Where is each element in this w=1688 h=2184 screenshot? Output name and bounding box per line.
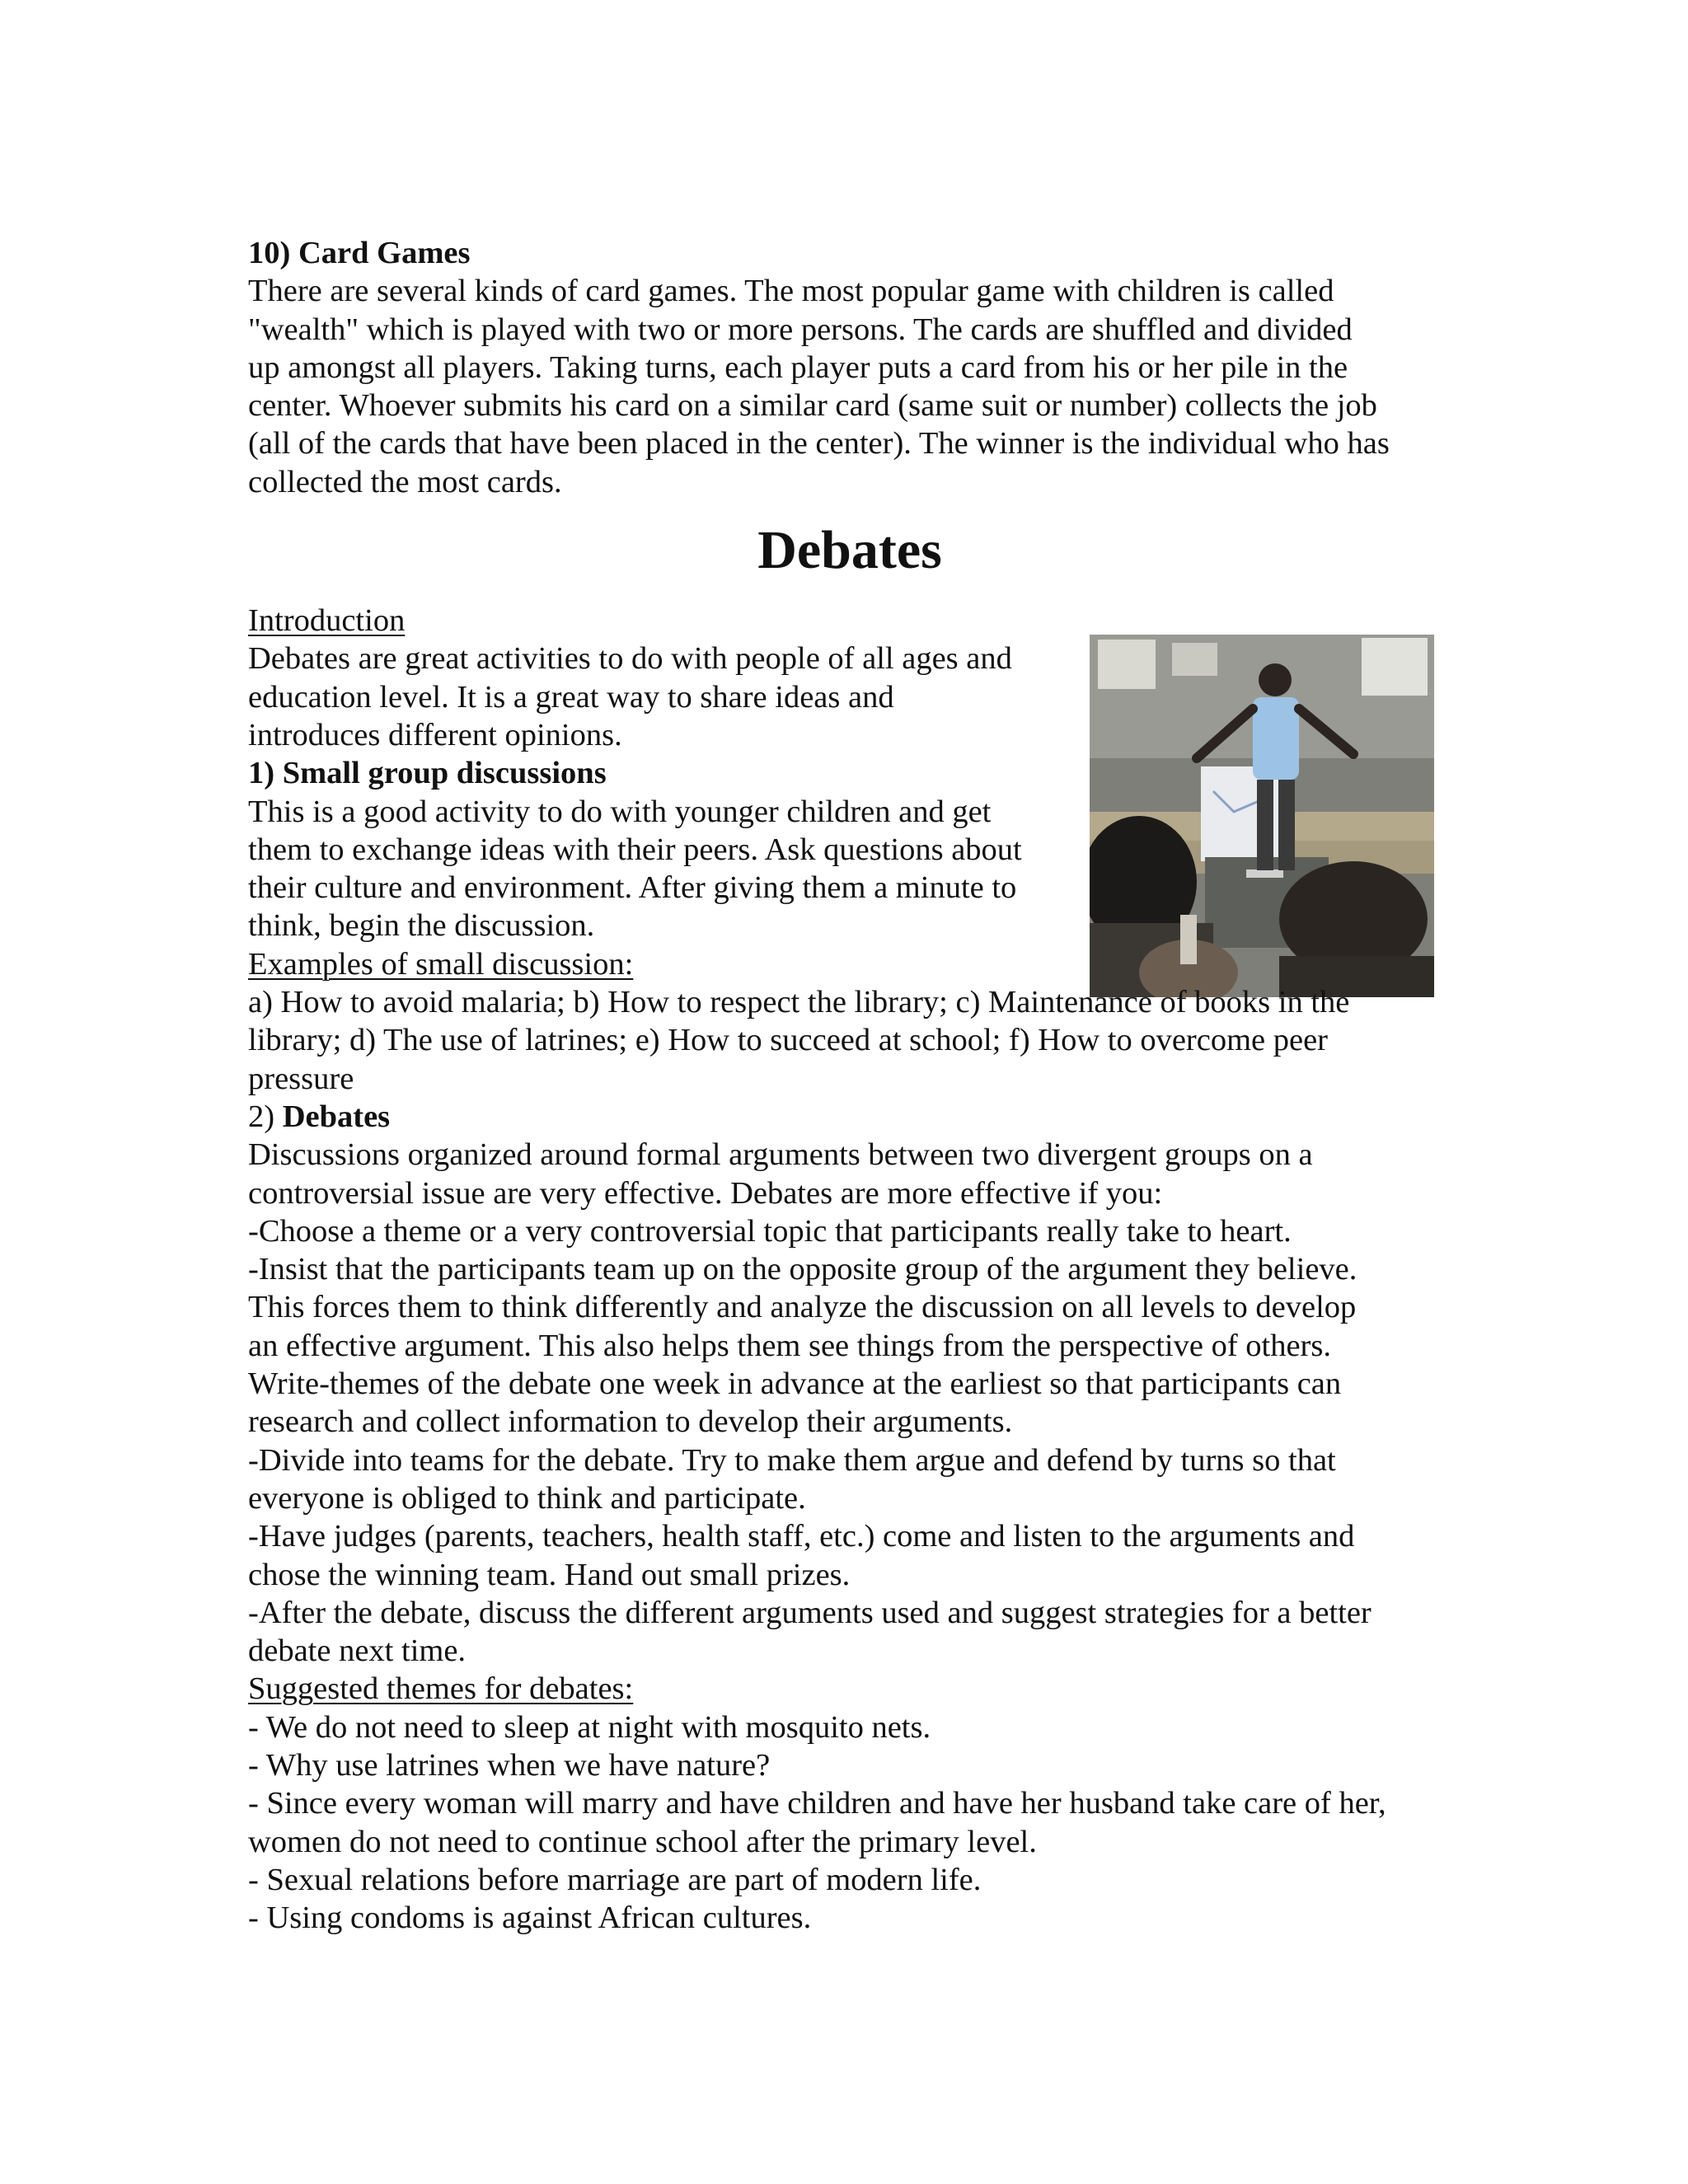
- text-line: This forces them to think differently and analyze the discussion on all levels to develop: [248, 1290, 1357, 1325]
- text-line: -Divide into teams for the debate. Try to make them argue and defend by turns so that: [248, 1442, 1336, 1478]
- text-line: introduces different opinions.: [248, 717, 622, 752]
- text-line: education level. It is a great way to share ideas and: [248, 679, 894, 715]
- introduction-heading: Introduction: [248, 603, 406, 639]
- text-line: - Using condoms is against African cultures.: [248, 1900, 812, 1936]
- text-line: an effective argument. This also helps them see things from the perspective of others.: [248, 1328, 1331, 1363]
- text-line: everyone is obliged to think and participate.: [248, 1480, 806, 1516]
- text-line: (all of the cards that have been placed in the center). The winner is the individual who has: [248, 426, 1390, 462]
- text-line: women do not need to continue school after the primary level.: [248, 1824, 1037, 1859]
- text-line: collected the most cards.: [248, 464, 562, 499]
- text-line: -Choose a theme or a very controversial topic that participants really take to heart.: [248, 1213, 1292, 1249]
- debates-title: Debates: [757, 520, 942, 581]
- text-line: chose the winning team. Hand out small prizes.: [248, 1557, 851, 1592]
- formal-debates-heading: [248, 1098, 1451, 1136]
- formal-debates-section: [248, 1098, 1451, 1670]
- text-line: "wealth" which is played with two or more persons. The cards are shuffled and divided: [248, 312, 1353, 347]
- text-line: library; d) The use of latrines; e) How to succeed at school; f) How to overcome peer: [248, 1023, 1328, 1058]
- intro-section: [248, 602, 1072, 945]
- text-line: up amongst all players. Taking turns, each player puts a card from his or her pile in the: [248, 349, 1348, 385]
- text-line: - We do not need to sleep at night with mosquito nets.: [248, 1709, 931, 1745]
- text-line: debate next time.: [248, 1633, 467, 1669]
- text-line: research and collect information to develop their arguments.: [248, 1404, 1013, 1440]
- section-title: Debates: [282, 1099, 391, 1134]
- document-body: [248, 234, 1451, 1937]
- text-line: Debates are great activities to do with people of all ages and: [248, 641, 1012, 677]
- text-line: - Why use latrines when we have nature?: [248, 1747, 771, 1783]
- text-line: their culture and environment. After giving them a minute to: [248, 870, 1017, 906]
- card-games-paragraph: [248, 272, 1451, 501]
- section-number: 2): [248, 1099, 283, 1134]
- text-line: -Have judges (parents, teachers, health staff, etc.) come and listen to the arguments and: [248, 1519, 1355, 1554]
- text-line: - Sexual relations before marriage are part of modern life.: [248, 1862, 982, 1897]
- themes-heading: Suggested themes for debates:: [248, 1671, 634, 1707]
- text-line: - Since every woman will marry and have children and have her husband take care of her,: [248, 1786, 1386, 1821]
- themes-section: [248, 1670, 1451, 1937]
- text-line: -After the debate, discuss the different arguments used and suggest strategies for a better: [248, 1595, 1372, 1630]
- text-line: Write-themes of the debate one week in advance at the earliest so that participants can: [248, 1366, 1342, 1402]
- text-line: pressure: [248, 1061, 354, 1096]
- examples-heading: Examples of small discussion:: [248, 946, 634, 982]
- text-line: center. Whoever submits his card on a similar card (same suit or number) collects the job: [248, 388, 1377, 424]
- text-line: This is a good activity to do with younger children and get: [248, 794, 992, 829]
- card-games-heading: 10) Card Games: [248, 236, 471, 270]
- text-line: think, begin the discussion.: [248, 908, 595, 944]
- text-line: There are several kinds of card games. The most popular game with children is called: [248, 274, 1334, 309]
- text-line: a) How to avoid malaria; b) How to respect the library; c) Maintenance of books in the: [248, 985, 1350, 1020]
- text-line: Discussions organized around formal arguments between two divergent groups on a: [248, 1137, 1313, 1173]
- text-line: -Insist that the participants team up on the opposite group of the argument they believe.: [248, 1252, 1357, 1287]
- text-line: controversial issue are very effective. Debates are more effective if you:: [248, 1175, 1163, 1211]
- text-line: them to exchange ideas with their peers. Ask questions about: [248, 832, 1022, 867]
- small-group-heading: 1) Small group discussions: [248, 756, 607, 791]
- examples-section: [248, 945, 1451, 1098]
